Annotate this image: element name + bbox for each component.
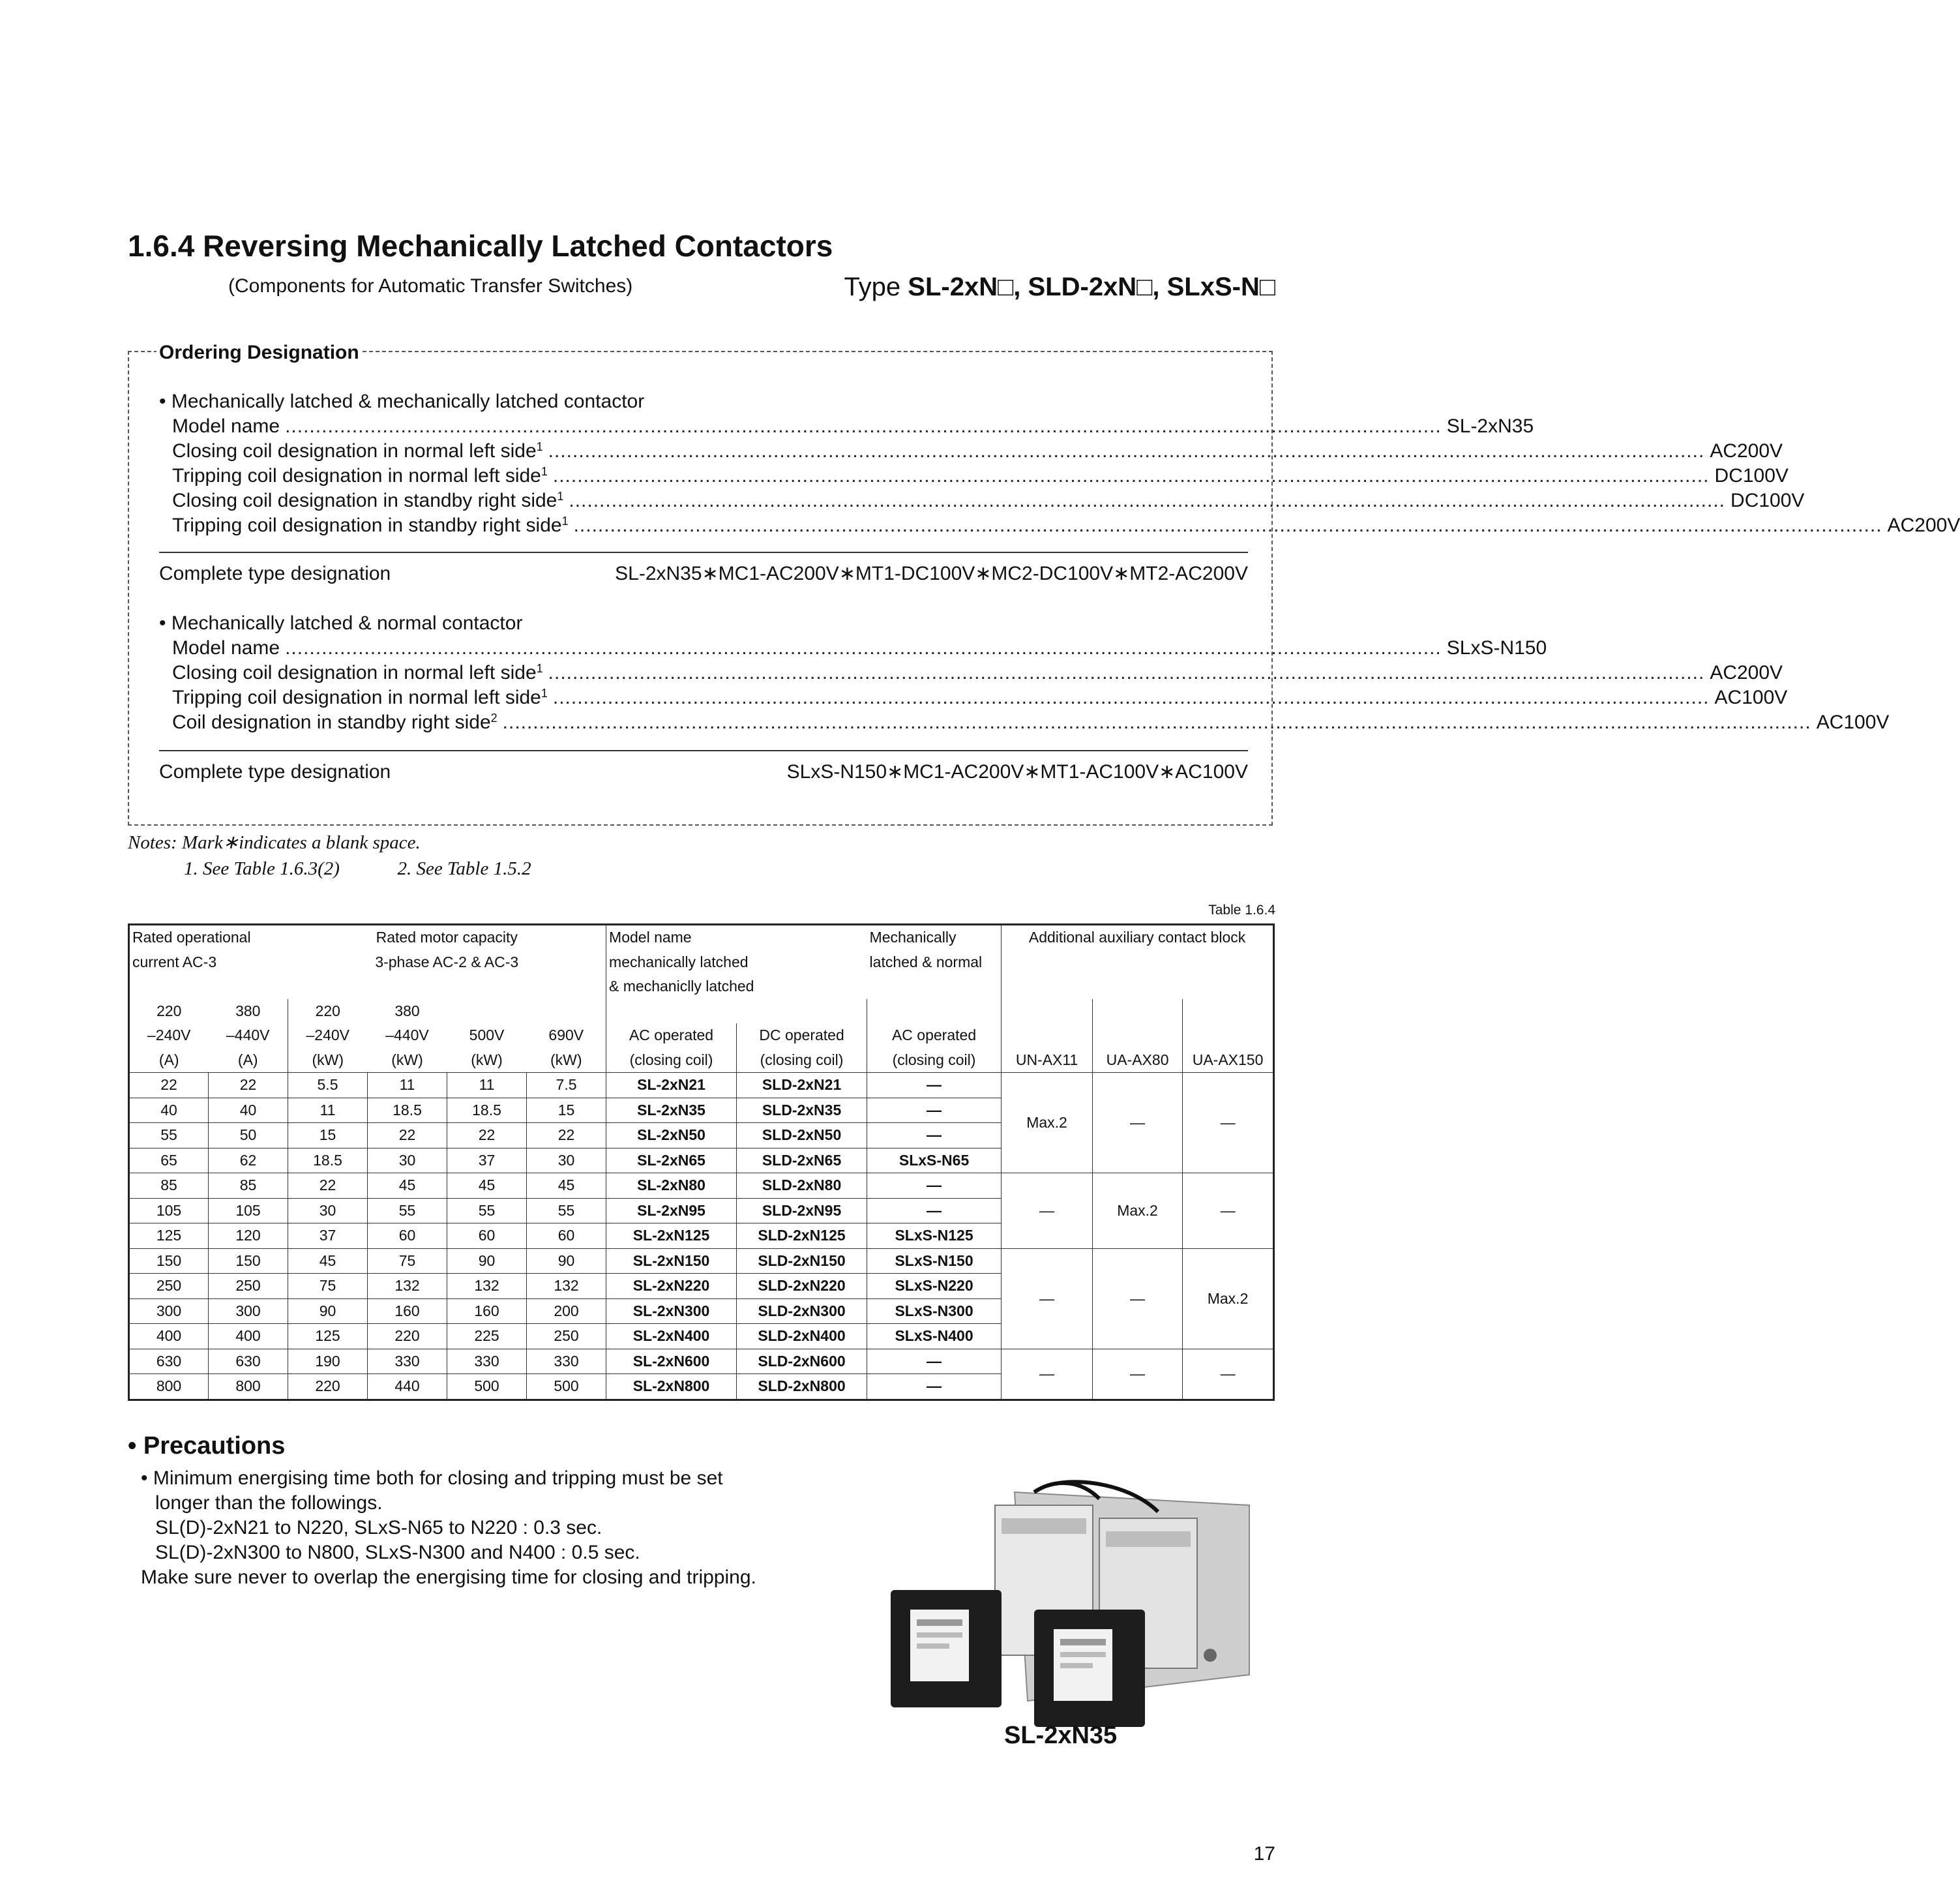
row-footnote: 1 <box>541 465 548 478</box>
table-cell: 85 <box>129 1173 209 1199</box>
th-r440: –440V <box>209 1023 288 1048</box>
row-label: Closing coil designation in normal left side <box>172 440 537 462</box>
table-cell: SLD-2xN125 <box>737 1223 867 1249</box>
table-cell: 800 <box>209 1374 288 1400</box>
th-unit-a2: (A) <box>209 1048 288 1073</box>
table-cell: 18.5 <box>447 1098 527 1123</box>
th-model-name-2: mechanically latched <box>606 950 867 975</box>
table-cell: 22 <box>447 1123 527 1148</box>
notes-line: Notes: Mark∗indicates a blank space. <box>128 832 421 853</box>
table-cell: 105 <box>129 1198 209 1223</box>
notes <box>128 830 531 882</box>
table-cell: 37 <box>447 1148 527 1173</box>
dot-leader: .............................................................................................................................................................................................. <box>548 662 1705 683</box>
table-cell: 800 <box>129 1374 209 1400</box>
row-label: Tripping coil designation in normal left side <box>172 687 541 708</box>
table-cell: 132 <box>527 1274 606 1299</box>
table-cell: 55 <box>447 1198 527 1223</box>
table-cell: — <box>867 1349 1002 1374</box>
divider-line <box>159 750 1248 751</box>
row-label: Model name <box>172 415 280 437</box>
row-label: Tripping coil designation in standby right side <box>172 515 562 536</box>
note-ref-1: 1. See Table 1.6.3(2) <box>184 858 340 879</box>
table-cell: 15 <box>527 1098 606 1123</box>
row-footnote: 1 <box>557 490 564 503</box>
table-cell: 22 <box>209 1073 288 1098</box>
dot-leader: ....................................................................................................................................................................................................................... <box>502 712 1811 733</box>
th-v220k: 220 <box>288 999 368 1024</box>
dot-leader: .............................................................................................................................................................................................. <box>285 637 1442 659</box>
th-v380k: 380 <box>394 1002 420 1019</box>
table-cell: SL-2xN600 <box>606 1349 737 1374</box>
table-cell: 150 <box>209 1248 288 1274</box>
sec1-complete-value: SL-2xN35∗MC1-AC200V∗MT1-DC100V∗MC2-DC100V∗MT2-AC200V <box>615 563 1248 584</box>
table-cell: SLD-2xN600 <box>737 1349 867 1374</box>
th-ac-operated-2: AC operated <box>867 1023 1002 1048</box>
table-cell: 5.5 <box>288 1073 368 1098</box>
table-cell: 40 <box>129 1098 209 1123</box>
table-cell: — <box>867 1098 1002 1123</box>
table-cell: SL-2xN95 <box>606 1198 737 1223</box>
th-unit-kw1: (kW) <box>288 1048 368 1073</box>
table-cell: 60 <box>368 1223 447 1249</box>
row-label: Coil designation in standby right side <box>172 712 491 733</box>
table-cell: 90 <box>288 1298 368 1324</box>
table-cell: 75 <box>368 1248 447 1274</box>
table-cell: 630 <box>209 1349 288 1374</box>
table-cell: SLD-2xN65 <box>737 1148 867 1173</box>
table-cell: 330 <box>368 1349 447 1374</box>
table-cell: 105 <box>209 1198 288 1223</box>
table-cell: 630 <box>129 1349 209 1374</box>
aux-cell: — <box>1002 1349 1093 1400</box>
table-cell: SL-2xN65 <box>606 1148 737 1173</box>
table-cell: 75 <box>288 1274 368 1299</box>
th-un-ax11: UN-AX11 <box>1002 1048 1093 1073</box>
th-closing-coil-2: (closing coil) <box>737 1048 867 1073</box>
precaution-line: Make sure never to overlap the energising time for closing and tripping. <box>141 1567 756 1588</box>
table-cell: 22 <box>129 1073 209 1098</box>
table-cell: SLD-2xN21 <box>737 1073 867 1098</box>
th-unit-kw3: (kW) <box>447 1048 527 1073</box>
table-cell: 500 <box>527 1374 606 1400</box>
sec1-row-model <box>172 415 1534 438</box>
dot-leader: .............................................................................................................................................................................................. <box>548 440 1705 462</box>
table-row <box>129 1349 1274 1374</box>
table-cell: 22 <box>368 1123 447 1148</box>
table-cell: SLxS-N150 <box>867 1248 1002 1274</box>
table-cell: SLD-2xN220 <box>737 1274 867 1299</box>
product-photo <box>884 1479 1255 1730</box>
table-cell: 160 <box>368 1298 447 1324</box>
aux-cell: — <box>1002 1248 1093 1349</box>
table-cell: 11 <box>288 1098 368 1123</box>
table-cell: SL-2xN300 <box>606 1298 737 1324</box>
table-cell: SLD-2xN800 <box>737 1374 867 1400</box>
table-cell: 120 <box>209 1223 288 1249</box>
precaution-line: • Minimum energising time both for closing and tripping must be set <box>141 1467 723 1489</box>
precaution-line: SL(D)-2xN21 to N220, SLxS-N65 to N220 : 0.3 sec. <box>155 1517 602 1538</box>
table-cell: 300 <box>129 1298 209 1324</box>
sec2-bullet: • Mechanically latched & normal contactor <box>159 612 523 634</box>
row-value: AC100V <box>1714 687 1788 708</box>
th-mech-latched-2: latched & normal <box>867 950 1002 975</box>
table-row <box>129 1073 1274 1098</box>
table-cell: SLD-2xN150 <box>737 1248 867 1274</box>
table-cell: 45 <box>527 1173 606 1199</box>
table-cell: 22 <box>527 1123 606 1148</box>
row-footnote: 1 <box>561 515 569 528</box>
table-cell: 22 <box>288 1173 368 1199</box>
table-cell: 45 <box>288 1248 368 1274</box>
row-value: AC200V <box>1887 515 1960 536</box>
spec-table <box>128 923 1275 1401</box>
photo-caption: SL-2xN35 <box>1004 1722 1118 1749</box>
row-footnote: 1 <box>541 687 548 700</box>
table-cell: 500 <box>447 1374 527 1400</box>
th-closing-coil-1: (closing coil) <box>606 1048 737 1073</box>
row-label: Closing coil designation in standby right side <box>172 490 557 511</box>
table-cell: 30 <box>288 1198 368 1223</box>
table-cell: 150 <box>129 1248 209 1274</box>
table-cell: 60 <box>447 1223 527 1249</box>
table-cell: — <box>867 1198 1002 1223</box>
table-cell: 11 <box>368 1073 447 1098</box>
th-motor-capacity-2: 3-phase AC-2 & AC-3 <box>288 950 606 975</box>
th-ua-ax80: UA-AX80 <box>1093 1048 1183 1073</box>
table-cell: SLD-2xN35 <box>737 1098 867 1123</box>
type-prefix: Type <box>844 273 901 301</box>
table-cell: 330 <box>447 1349 527 1374</box>
th-rated-current-2: current AC-3 <box>129 950 288 975</box>
aux-cell: — <box>1093 1349 1183 1400</box>
table-cell: 440 <box>368 1374 447 1400</box>
table-cell: 90 <box>447 1248 527 1274</box>
table-caption: Table 1.6.4 <box>1208 903 1275 918</box>
row-value: AC100V <box>1816 712 1890 733</box>
table-cell: — <box>867 1173 1002 1199</box>
table-cell: SLD-2xN300 <box>737 1298 867 1324</box>
table-cell: SL-2xN50 <box>606 1123 737 1148</box>
sec1-row-tripping-right <box>172 514 1960 537</box>
ordering-title: Ordering Designation <box>156 342 362 364</box>
table-cell: SLD-2xN95 <box>737 1198 867 1223</box>
th-v690: 690V <box>527 1023 606 1048</box>
notes-refs <box>128 856 531 882</box>
table-cell: 40 <box>209 1098 288 1123</box>
table-row <box>129 1248 1274 1274</box>
table-cell: 45 <box>368 1173 447 1199</box>
table-cell: 330 <box>527 1349 606 1374</box>
th-dc-operated: DC operated <box>737 1023 867 1048</box>
aux-cell: — <box>1002 1173 1093 1249</box>
dot-leader: .............................................................................................................................................................................................. <box>569 490 1726 511</box>
table-cell: SLxS-N400 <box>867 1324 1002 1349</box>
table-cell: 30 <box>527 1148 606 1173</box>
row-label: Closing coil designation in normal left side <box>172 662 537 683</box>
dot-leader: .............................................................................................................................................................................................. <box>552 465 1710 487</box>
page-number: 17 <box>1253 1843 1275 1865</box>
sec1-row-closing-left <box>172 440 1783 463</box>
sec2-row-model <box>172 637 1547 660</box>
table-cell: 62 <box>209 1148 288 1173</box>
th-r240: –240V <box>129 1023 209 1048</box>
table-cell: 55 <box>368 1198 447 1223</box>
th-model-name-3: & mechaniclly latched <box>606 974 867 999</box>
table-cell: 18.5 <box>288 1148 368 1173</box>
th-v220: 220 <box>129 999 209 1024</box>
aux-cell: Max.2 <box>1002 1073 1093 1173</box>
row-value: SLxS-N150 <box>1446 637 1547 659</box>
table-cell: SLxS-N220 <box>867 1274 1002 1299</box>
row-footnote: 1 <box>536 440 543 453</box>
note-ref-2: 2. See Table 1.5.2 <box>397 858 531 879</box>
th-unit-kw4: (kW) <box>527 1048 606 1073</box>
table-cell: SL-2xN125 <box>606 1223 737 1249</box>
aux-cell: — <box>1183 1073 1274 1173</box>
table-cell: 60 <box>527 1223 606 1249</box>
th-r440k: –440V <box>385 1027 429 1044</box>
table-cell: — <box>867 1374 1002 1400</box>
table-cell: SL-2xN800 <box>606 1374 737 1400</box>
sec1-bullet: • Mechanically latched & mechanically latched contactor <box>159 391 645 412</box>
table-cell: 90 <box>527 1248 606 1274</box>
table-cell: 160 <box>447 1298 527 1324</box>
page-subtitle: (Components for Automatic Transfer Switches) <box>228 275 633 297</box>
table-cell: 225 <box>447 1324 527 1349</box>
sec2-row-closing-left <box>172 661 1783 685</box>
table-cell: 37 <box>288 1223 368 1249</box>
row-value: SL-2xN35 <box>1446 415 1534 437</box>
th-unit-kw2: (kW) <box>368 1048 447 1073</box>
precautions-title: • Precautions <box>128 1432 286 1460</box>
th-unit-a: (A) <box>129 1048 209 1073</box>
table-cell: 250 <box>209 1274 288 1299</box>
row-footnote: 1 <box>536 662 543 675</box>
table-cell: 45 <box>447 1173 527 1199</box>
divider-line <box>159 552 1248 553</box>
table-row <box>129 1173 1274 1199</box>
row-label: Tripping coil designation in normal left side <box>172 465 541 487</box>
th-mech-latched: Mechanically <box>867 925 1002 950</box>
table-cell: 50 <box>209 1123 288 1148</box>
table-cell: 250 <box>527 1324 606 1349</box>
table-cell: 220 <box>288 1374 368 1400</box>
table-cell: 300 <box>209 1298 288 1324</box>
th-ua-ax150: UA-AX150 <box>1183 1048 1274 1073</box>
row-value: DC100V <box>1714 465 1789 487</box>
aux-cell: Max.2 <box>1183 1248 1274 1349</box>
table-cell: 400 <box>129 1324 209 1349</box>
th-model-name: Model name <box>606 925 867 950</box>
row-value: AC200V <box>1710 662 1783 683</box>
sec1-complete-label: Complete type designation <box>159 563 391 584</box>
sec2-complete-value: SLxS-N150∗MC1-AC200V∗MT1-AC100V∗AC100V <box>786 761 1248 783</box>
table-cell: 125 <box>288 1324 368 1349</box>
table-cell: SLD-2xN50 <box>737 1123 867 1148</box>
table-cell: 15 <box>288 1123 368 1148</box>
table-cell: 200 <box>527 1298 606 1324</box>
type-designation <box>844 273 1275 302</box>
table-cell: SL-2xN35 <box>606 1098 737 1123</box>
row-footnote: 2 <box>490 712 497 725</box>
table-cell: SL-2xN80 <box>606 1173 737 1199</box>
precaution-line: SL(D)-2xN300 to N800, SLxS-N300 and N400 : 0.5 sec. <box>155 1542 640 1563</box>
th-r240k: –240V <box>288 1023 368 1048</box>
table-body <box>129 1073 1274 1400</box>
th-aux-contact: Additional auxiliary contact block <box>1002 925 1274 950</box>
th-motor-capacity: Rated motor capacity <box>288 925 606 950</box>
table-cell: 7.5 <box>527 1073 606 1098</box>
dot-leader: .............................................................................................................................................................................................. <box>552 687 1710 708</box>
th-rated-current: Rated operational <box>129 925 288 950</box>
table-cell: SL-2xN400 <box>606 1324 737 1349</box>
table-cell: 65 <box>129 1148 209 1173</box>
aux-cell: — <box>1183 1349 1274 1400</box>
row-label: Model name <box>172 637 280 659</box>
sec2-row-tripping-left <box>172 686 1788 710</box>
aux-cell: — <box>1093 1073 1183 1173</box>
th-v500: 500V <box>469 1027 505 1044</box>
table-cell: — <box>867 1123 1002 1148</box>
table-cell: 55 <box>527 1198 606 1223</box>
table-cell: — <box>867 1073 1002 1098</box>
precaution-line: longer than the followings. <box>155 1492 383 1514</box>
aux-cell: — <box>1183 1173 1274 1249</box>
table-cell: SLD-2xN400 <box>737 1324 867 1349</box>
page-title: 1.6.4 Reversing Mechanically Latched Contactors <box>128 229 833 263</box>
type-models: SL-2xN□, SLD-2xN□, SLxS-N□ <box>908 273 1275 301</box>
table-cell: 125 <box>129 1223 209 1249</box>
table-cell: SLxS-N65 <box>867 1148 1002 1173</box>
sec1-row-closing-right <box>172 489 1805 513</box>
table-cell: 250 <box>129 1274 209 1299</box>
aux-cell: Max.2 <box>1093 1173 1183 1249</box>
table-cell: 400 <box>209 1324 288 1349</box>
table-cell: 30 <box>368 1148 447 1173</box>
aux-cell: — <box>1093 1248 1183 1349</box>
table-cell: 85 <box>209 1173 288 1199</box>
sec1-row-tripping-left <box>172 464 1789 488</box>
row-value: DC100V <box>1730 490 1805 511</box>
table-cell: SL-2xN150 <box>606 1248 737 1274</box>
table-cell: 220 <box>368 1324 447 1349</box>
table-cell: SLD-2xN80 <box>737 1173 867 1199</box>
table-cell: SL-2xN220 <box>606 1274 737 1299</box>
table-cell: SLxS-N300 <box>867 1298 1002 1324</box>
th-closing-coil-3: (closing coil) <box>867 1048 1002 1073</box>
table-cell: 55 <box>129 1123 209 1148</box>
table-cell: 132 <box>447 1274 527 1299</box>
table-cell: 11 <box>447 1073 527 1098</box>
th-ac-operated: AC operated <box>606 1023 737 1048</box>
table-cell: 132 <box>368 1274 447 1299</box>
table-cell: SL-2xN21 <box>606 1073 737 1098</box>
dot-leader: ....................................................................................................................................................................................................................... <box>573 515 1882 536</box>
table-cell: 190 <box>288 1349 368 1374</box>
dot-leader: .............................................................................................................................................................................................. <box>285 415 1442 437</box>
table-cell: SLxS-N125 <box>867 1223 1002 1249</box>
row-value: AC200V <box>1710 440 1783 462</box>
sec2-complete-label: Complete type designation <box>159 761 391 783</box>
sec2-row-coil-right <box>172 711 1890 734</box>
th-v380: 380 <box>209 999 288 1024</box>
table-cell: 18.5 <box>368 1098 447 1123</box>
